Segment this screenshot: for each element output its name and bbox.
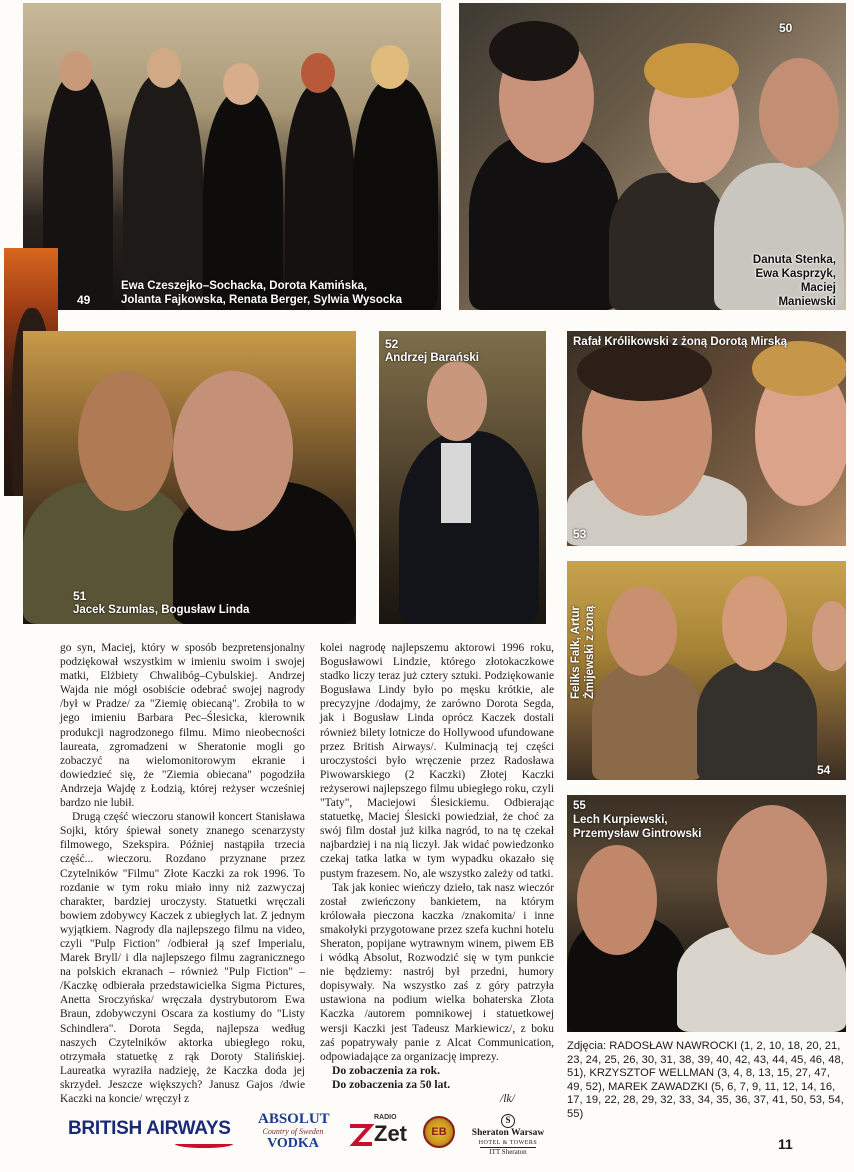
face xyxy=(717,805,827,955)
sponsor-logos xyxy=(60,1112,560,1156)
face xyxy=(607,586,677,676)
face xyxy=(577,845,657,955)
page-number: 11 xyxy=(778,1136,793,1152)
photo-number: 50 xyxy=(779,21,793,35)
photo-number: 51 xyxy=(73,589,87,603)
face xyxy=(173,371,293,531)
article-paragraph: Drugą część wieczoru stanowił koncert Stanisława Sojki, który śpiewał sonety znanego scenarzysty filmowego, Szekspira. Później nastąpiła trzecia część... wieczoru. Rozdano przyznane przez Czytelników "Filmu" Złote Kaczki za rok 1996. To rozdanie w tym roku miało inny niż zazwyczaj charakter, bardziej uroczysty. Statuetki wręczali bowiem zdobywcy Kaczek z ubiegłych lat. Z jednym wyjątkiem. Nagrody dla najlepszego filmu na video, czyli "Pulp Fiction" /odbierał ją szef Imperialu, Marek Bryll/ i dla najlepszego filmu zagranicznego na polskich ekranach – również "Pulp Fiction" – /Kaczkę odbierała przedstawicielka Sigma Pictures, Anetta Sroczyńska/ wręczała dystrybutorom Ewa Braun, zdobywczyni Oscara za kostiumy do "Listy Schindlera". Dorota Segda, najlepsza według naszych Czytelników aktorka ubiegłego roku, otrzymała statuetkę z rąk Doroty Stalińskiej. Laureatka wyraziła nadzieję, że Kaczka doda jej skrzydeł. Jeszcze większych? Janusz Gajos /dwie Kaczki na koncie/ wręczył z xyxy=(60,811,305,1105)
shirt xyxy=(441,443,471,523)
face xyxy=(78,371,173,511)
photo-52 xyxy=(379,331,546,624)
article-column-right xyxy=(320,641,554,1092)
face xyxy=(371,45,409,89)
hair xyxy=(577,341,712,401)
face xyxy=(59,51,93,91)
face xyxy=(812,601,846,671)
hair xyxy=(489,21,579,81)
eb-beer-logo: EB xyxy=(423,1116,455,1148)
photo-50 xyxy=(459,3,846,310)
british-airways-logo: BRITISH AIRWAYS xyxy=(68,1118,231,1139)
figure-silhouette xyxy=(203,91,283,310)
article-paragraph: go syn, Maciej, który w sposób bezpretensjonalny podziękował wszystkim w imieniu swoim i swojej matki, Elżbiety Chwalibóg–Cybulskiej. Andrzej Wajda nie mógł osobiście odebrać swojej nagrody /był w Pradze/ za "Ziemię obiecaną". Zrobiła to w jego imieniu Barbara Pec–Ślesicka, kierownik produkcji nagrodzonego filmu. Mimo nieobecności laureata, zgromadzeni w Sheratonie mogli go zobaczyć na wielomonitorowym ekranie i dowiedzieć się, że "Ziemia obiecana" pogodziła Andrzeja Wajdę z Łodzią, której reżyser wcześniej bardzo nie lubił. xyxy=(60,642,305,810)
photo-caption: Andrzej Barański xyxy=(385,352,479,364)
british-airways-swoosh-icon xyxy=(175,1140,233,1148)
photo-53 xyxy=(567,331,846,546)
article-paragraph: Tak jak koniec wieńczy dzieło, tak nasz wieczór został zwieńczony bankietem, na którym królowała pieczona kaczka /znakomita/ i inne smakołyki przygotowane przez szefa kuchni hotelu Sheraton, popijane wytrawnym winem, piwem EB i wódką Absolut, Rozwodzić się w tym punkcie nie będziemy: nastrój był przedni, humory dopisywały. Na wszystko zaś z góry patrzyła ustawiona na podium wielka bohaterska Złota Kaczka /autorem pomnikowej i statuetkowej wersji Kaczki jest Tadeusz Markiewicz/, z boku zaś popatrywały panie z Alcat Communication, odpowiadające za organizację imprezy. xyxy=(320,881,554,1063)
photo-caption: 55 Lech Kurpiewski, Przemysław Gintrowski xyxy=(573,800,702,840)
signoff: Do zobaczenia za 50 lat. xyxy=(332,1077,451,1091)
photo-49 xyxy=(23,3,441,310)
figure-silhouette xyxy=(285,83,355,310)
radio-zet-logo: RADIO Zet xyxy=(348,1114,404,1154)
face xyxy=(301,53,335,93)
sheraton-s-icon: S xyxy=(501,1114,515,1128)
photo-credits: Zdjęcia: RADOSŁAW NAWROCKI (1, 2, 10, 18, 20, 21, 23, 24, 25, 26, 30, 31, 38, 39, 40, 42, 43, 44, 45, 46, 48, 51), KRZYSZTOF WELLMAN (3, 4, 8, 13, 15, 27, 47, 49, 52), MAREK ZAWADZKI (5, 6, 7, 9, 11, 12, 14, 16, 17, 19, 22, 28, 29, 32, 33, 34, 35, 36, 37, 41, 50, 53, 54, 55) xyxy=(567,1040,844,1120)
author-signature: /lk/ xyxy=(500,1093,515,1105)
signoff: Do zobaczenia za rok. xyxy=(332,1063,440,1077)
face xyxy=(147,48,181,88)
figure-silhouette xyxy=(592,661,702,780)
photo-55 xyxy=(567,795,846,1032)
absolut-vodka-logo: ABSOLUT Country of Sweden VODKA xyxy=(258,1111,330,1151)
face xyxy=(759,58,839,168)
sheraton-logo: S Sheraton Warsaw HOTEL & TOWERS ITT Sheraton xyxy=(471,1115,545,1156)
photo-54 xyxy=(567,561,846,780)
face xyxy=(223,63,259,105)
photo-number: 52 xyxy=(385,337,399,351)
photo-caption: Rafał Królikowski z żoną Dorotą Mirską xyxy=(573,336,788,348)
face xyxy=(722,576,787,671)
photo-51 xyxy=(23,331,356,624)
hair xyxy=(644,43,739,98)
figure-silhouette xyxy=(353,78,438,310)
figure-silhouette xyxy=(123,73,203,310)
face xyxy=(427,361,487,441)
photo-caption: Danuta Stenka, Ewa Kasprzyk, Maciej Maniewski xyxy=(752,254,836,308)
photo-caption: Ewa Czeszejko–Sochacka, Dorota Kamińska, Jolanta Fajkowska, Renata Berger, Sylwia Wysocka xyxy=(121,280,403,306)
article-paragraph: kolei nagrodę najlepszemu aktorowi 1996 roku, Bogusławowi Lindzie, którego złotokaczkowe stadko liczy teraz już cztery sztuki. Podziękowanie Bogusława Lindy było po męsku krótkie, ale precyzyjne /dodajmy, że zarówno Dorota Segda, jak i Bogusław Linda oprócz Kaczek dostali również bilety lotnicze do Hollywood ufundowane przez British Airways/. Kulminacją tej części uroczystości było wręczenie przez Radosława Piwowarskiego (2 Kaczki) Złotej Kaczki reżyserowi najlepszego filmu ubiegłego roku, czyli "Taty", Maciejowi Ślesickiemu. Odbierając statuetkę, Maciej Ślesicki powiedział, że choć za swój film dostał już kilka nagród, to na tę czekał najbardziej i na nią liczył. Jak widać powiedzonko czekaj tatka latka w tym wypadku okazało się pustym frazesem. No, ale wszystko zależy od tatki. xyxy=(320,642,554,880)
photo-number: 53 xyxy=(573,527,587,541)
photo-number: 54 xyxy=(817,763,831,777)
article-column-left xyxy=(60,641,305,1106)
hair xyxy=(752,341,846,396)
photo-caption: Jacek Szumlas, Bogusław Linda xyxy=(73,604,250,616)
radio-zet-arrow-icon xyxy=(348,1120,374,1150)
photo-number: 49 xyxy=(77,293,91,307)
figure-silhouette xyxy=(609,173,729,310)
photo-caption: Feliks Falk, Artur Żmijewski z żoną xyxy=(570,605,596,699)
figure-silhouette xyxy=(697,661,817,780)
